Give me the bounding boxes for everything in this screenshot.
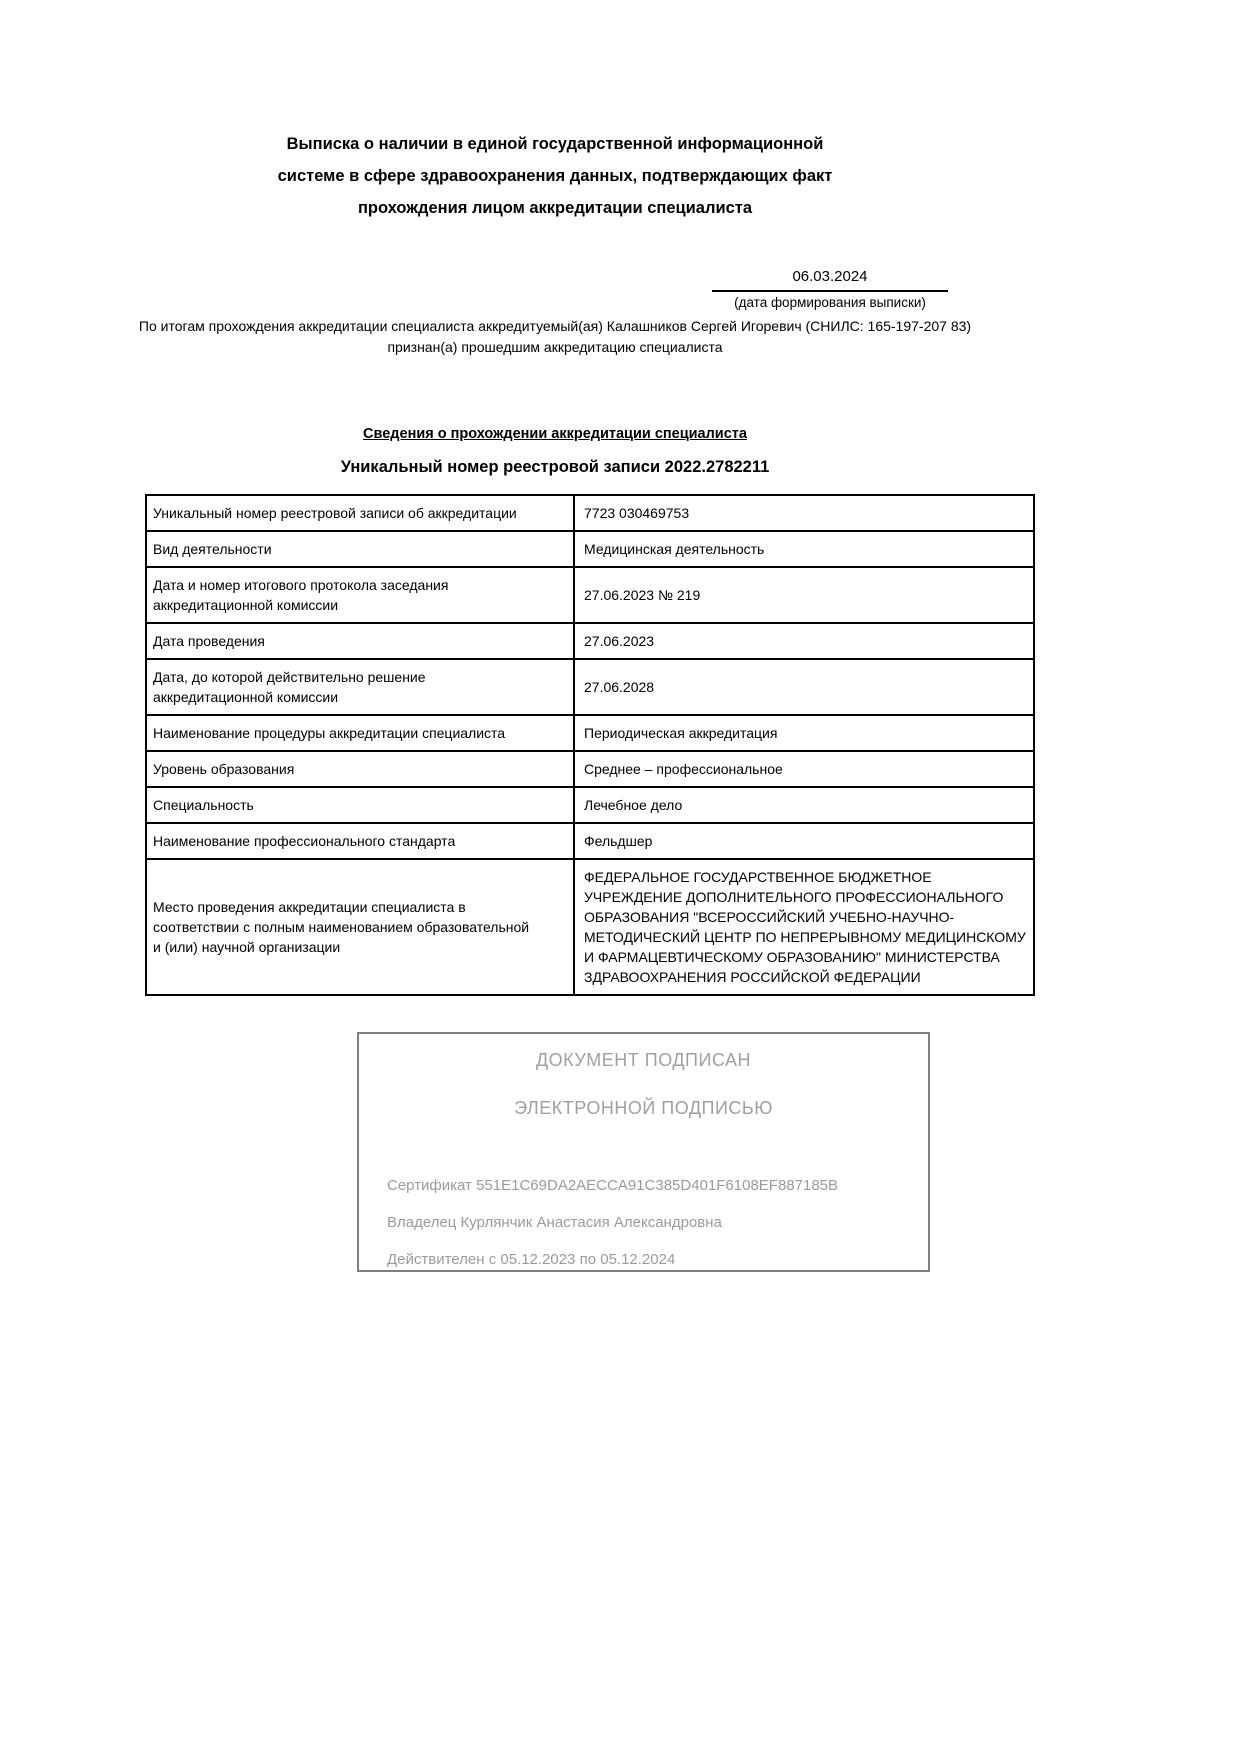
row-label: Наименование процедуры аккредитации специалиста <box>146 715 574 751</box>
row-label: Уровень образования <box>146 751 574 787</box>
row-value: 27.06.2023 № 219 <box>574 567 1034 623</box>
table-row <box>146 531 1034 567</box>
table-row <box>146 715 1034 751</box>
table-row <box>146 659 1034 715</box>
row-label: Наименование профессионального стандарта <box>146 823 574 859</box>
extract-date: 06.03.2024 <box>712 266 948 292</box>
owner-line: Владелец Курлянчик Анастасия Александровна <box>387 1214 722 1231</box>
document-title-line: Выписка о наличии в единой государственной информационной <box>286 135 824 153</box>
intro-line: По итогам прохождения аккредитации специалиста аккредитуемый(ая) Калашников Сергей Игоревич (СНИЛС: 165-197-207 83) <box>138 318 972 334</box>
row-label: Уникальный номер реестровой записи об аккредитации <box>146 495 574 531</box>
row-value: Лечебное дело <box>574 787 1034 823</box>
row-label: Место проведения аккредитации специалиста в соответствии с полным наименованием образовательной и (или) научной организации <box>146 859 574 995</box>
document-title-line: прохождения лицом аккредитации специалиста <box>357 199 753 217</box>
document-title-line: системе в сфере здравоохранения данных, подтверждающих факт <box>277 167 833 185</box>
row-value: 27.06.2028 <box>574 659 1034 715</box>
document-title <box>135 128 975 224</box>
row-value: Медицинская деятельность <box>574 531 1034 567</box>
intro-line: признан(а) прошедшим аккредитацию специалиста <box>387 339 723 355</box>
row-label: Дата, до которой действительно решение аккредитационной комиссии <box>146 659 574 715</box>
registry-number-heading: Уникальный номер реестровой записи 2022.2782211 <box>340 458 770 476</box>
signature-title-line: ДОКУМЕНТ ПОДПИСАН <box>535 1050 752 1070</box>
row-label: Вид деятельности <box>146 531 574 567</box>
table-row <box>146 623 1034 659</box>
row-label: Дата и номер итогового протокола заседания аккредитационной комиссии <box>146 567 574 623</box>
row-value: 27.06.2023 <box>574 623 1034 659</box>
row-value: Периодическая аккредитация <box>574 715 1034 751</box>
table-row <box>146 859 1034 995</box>
accreditation-table <box>145 494 1035 996</box>
row-value: Среднее – профессиональное <box>574 751 1034 787</box>
certificate-line: Сертификат 551E1C69DA2AECCA91C385D401F6108EF887185B <box>387 1177 839 1194</box>
table-row <box>146 495 1034 531</box>
signature-title-line: ЭЛЕКТРОННОЙ ПОДПИСЬЮ <box>514 1098 773 1118</box>
row-value: Фельдшер <box>574 823 1034 859</box>
row-value: 7723 030469753 <box>574 495 1034 531</box>
intro-paragraph <box>100 316 1010 358</box>
table-row <box>146 787 1034 823</box>
row-value: ФЕДЕРАЛЬНОЕ ГОСУДАРСТВЕННОЕ БЮДЖЕТНОЕ УЧРЕЖДЕНИЕ ДОПОЛНИТЕЛЬНОГО ПРОФЕССИОНАЛЬНОГО ОБРАЗОВАНИЯ "ВСЕРОССИЙСКИЙ УЧЕБНО-НАУЧНО-МЕТОДИЧЕСКИЙ ЦЕНТР ПО НЕПРЕРЫВНОМУ МЕДИЦИНСКОМУ И ФАРМАЦЕВТИЧЕСКОМУ ОБРАЗОВАНИЮ" МИНИСТЕРСТВА ЗДРАВООХРАНЕНИЯ РОССИЙСКОЙ ФЕДЕРАЦИИ <box>574 859 1034 995</box>
table-row <box>146 823 1034 859</box>
extract-date-block <box>712 266 948 313</box>
table-row <box>146 567 1034 623</box>
row-label: Дата проведения <box>146 623 574 659</box>
extract-date-caption: (дата формирования выписки) <box>734 295 926 310</box>
table-row <box>146 751 1034 787</box>
section-heading: Сведения о прохождении аккредитации специалиста <box>363 426 747 442</box>
signature-box <box>357 1032 930 1272</box>
row-label: Специальность <box>146 787 574 823</box>
validity-line: Действителен с 05.12.2023 по 05.12.2024 <box>387 1251 676 1268</box>
